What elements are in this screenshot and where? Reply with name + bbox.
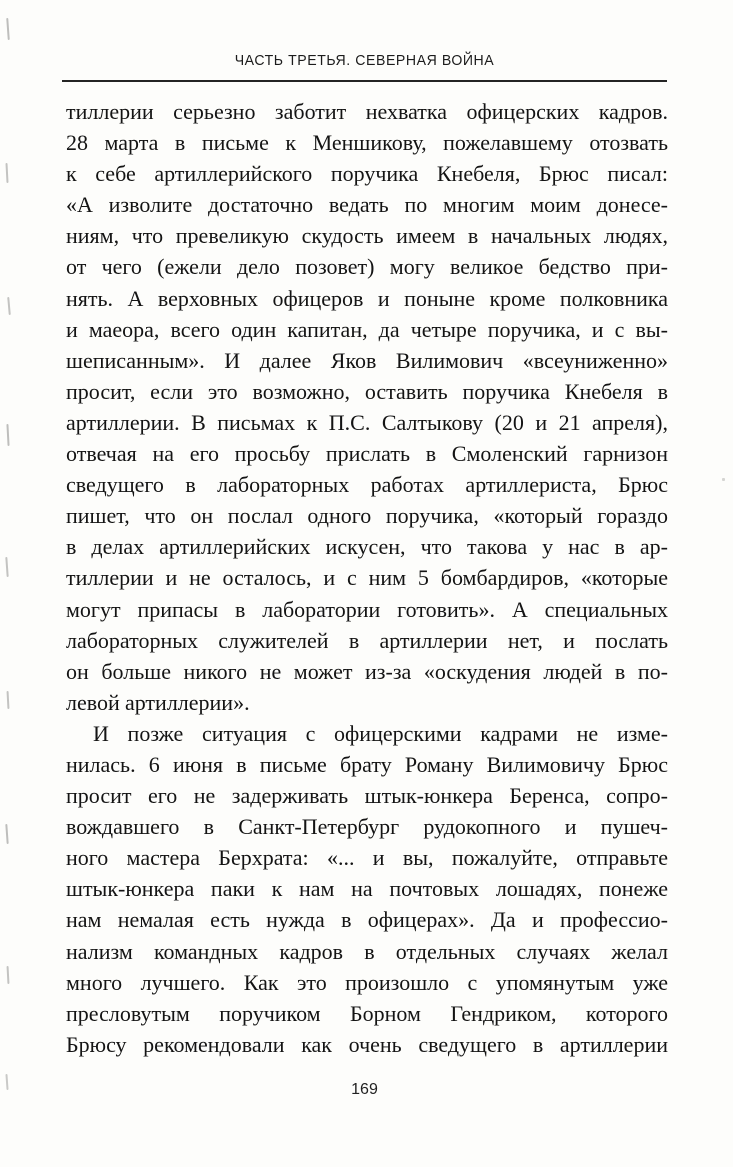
scan-artifact: [722, 478, 725, 481]
text-line: просит его не задерживать штык-юнкера Беренса, сопро-: [66, 783, 668, 809]
text-line: отвечая на его просьбу прислать в Смоленский гарнизон: [66, 441, 668, 467]
text-line: нилась. 6 июня в письме брату Роману Вилимовичу Брюс: [66, 751, 668, 777]
text-line: штык-юнкера паки к нам на почтовых лошадях, понеже: [66, 876, 668, 902]
scan-artifact: [7, 297, 11, 315]
running-header: ЧАСТЬ ТРЕТЬЯ. СЕВЕРНАЯ ВОЙНА: [234, 52, 495, 69]
text-line: он больше никого не может из-за «оскудения людей в по-: [66, 658, 668, 684]
text-line: вождавшего в Санкт-Петербург рудокопного и пушеч-: [66, 814, 668, 840]
text-line: могут припасы в лаборатории готовить». А специальных: [66, 596, 668, 622]
scan-artifact: [7, 691, 10, 709]
text-line: левой артиллерии».: [66, 689, 250, 715]
paragraph: [66, 718, 668, 1060]
scan-artifact: [5, 824, 8, 844]
text-line: нализм командных кадров в отдельных случаях желал: [66, 938, 668, 964]
text-line: шеписанным». И далее Яков Вилимович «всеуниженно»: [66, 347, 668, 373]
page-number: 169: [351, 1081, 378, 1098]
text-line: «А изволите достаточно ведать по многим моим донесе-: [66, 192, 668, 218]
paragraph: [66, 96, 668, 718]
scan-artifact: [6, 18, 10, 40]
text-line: пишет, что он послал одного поручика, «который гораздо: [66, 503, 668, 529]
text-line: от чего (ежели дело позовет) могу великое бедство при-: [66, 254, 668, 280]
scan-artifact: [6, 424, 9, 446]
text-line: просит, если это возможно, оставить поручика Кнебеля в: [66, 378, 668, 404]
text-line: тиллерии серьезно заботит нехватка офицерских кадров.: [66, 99, 668, 124]
text-line: лабораторных служителей в артиллерии нет, и послать: [66, 627, 668, 653]
text-line: 28 марта в письме к Меншикову, пожелавшему отозвать: [66, 130, 668, 156]
page-body: [66, 96, 668, 1060]
scan-artifact: [5, 163, 8, 183]
scan-artifact: [5, 557, 8, 577]
text-line: и маеора, всего один капитан, да четыре поручика, и с вы-: [66, 316, 668, 342]
text-line: в делах артиллерийских искусен, что такова у нас в ар-: [66, 534, 668, 560]
text-line: нам немалая есть нужда в офицерах». Да и профессио-: [66, 907, 668, 933]
text-line: тиллерии и не осталось, и с ним 5 бомбардиров, «которые: [66, 565, 668, 591]
text-line: ного мастера Берхрата: «... и вы, пожалуйте, отправьте: [66, 845, 668, 871]
header-rule: [62, 80, 667, 82]
text-line: Брюсу рекомендовали как очень сведущего в артиллерии: [66, 1031, 668, 1057]
text-line: артиллерии. В письмах к П.С. Салтыкову (20 и 21 апреля),: [66, 409, 668, 435]
text-line: И позже ситуация с офицерскими кадрами не изме-: [93, 720, 668, 746]
text-line: к себе артиллерийского поручика Кнебеля, Брюс писал:: [66, 161, 668, 187]
text-line: пресловутым поручиком Борном Гендриком, которого: [66, 1000, 668, 1026]
text-line: нять. А верховных офицеров и поныне кроме полковника: [66, 285, 668, 311]
text-line: ниям, что превеликую скудость имеем в начальных людях,: [66, 223, 668, 249]
scan-artifact: [7, 966, 10, 984]
text-line: много лучшего. Как это произошло с упомянутым уже: [66, 969, 668, 995]
text-line: сведущего в лабораторных работах артиллериста, Брюс: [66, 472, 668, 498]
scan-artifact: [5, 1074, 8, 1090]
